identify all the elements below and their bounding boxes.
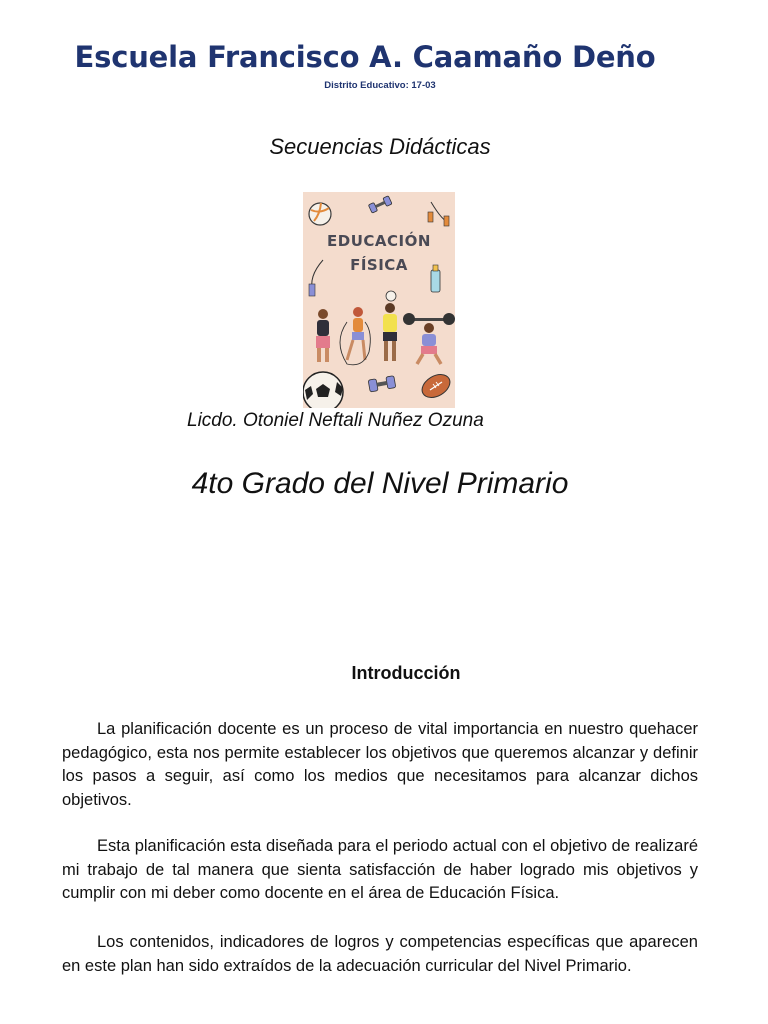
jump-rope-icon bbox=[428, 202, 449, 226]
cover-image bbox=[303, 192, 455, 408]
dumbbell-bottom-icon bbox=[368, 376, 396, 392]
dumbbell-icon bbox=[368, 196, 392, 213]
cover-illustration bbox=[303, 192, 455, 408]
cover-title-line1: EDUCACIÓN bbox=[327, 232, 431, 250]
football-icon bbox=[418, 370, 454, 402]
cover-title-line2: FÍSICA bbox=[350, 256, 408, 274]
soccer-ball-icon bbox=[303, 372, 343, 408]
grade-level: 4to Grado del Nivel Primario bbox=[191, 467, 569, 500]
intro-paragraph-3: Los contenidos, indicadores de logros y competencias específicas que aparecen en este plan han sido extraídos de la adecuación curricular del Nivel Primario. bbox=[62, 933, 698, 975]
school-title: Escuela Francisco A. Caamaño Deño bbox=[74, 40, 656, 74]
district-label: Distrito Educativo: 17-03 bbox=[324, 80, 436, 91]
introduction-heading: Introducción bbox=[351, 663, 461, 683]
volleyball-icon bbox=[309, 203, 331, 225]
intro-paragraph-2: Esta planificación esta diseñada para el periodo actual con el objetivo de realizaré mi trabajo de tal manera que sienta satisfacción de haber logrado mis objetivos y cumplir con mi deber como docente en el área de Educación Física. bbox=[62, 837, 698, 902]
author-name: Licdo. Otoniel Neftali Nuñez Ozuna bbox=[187, 410, 484, 431]
athletes-illustration bbox=[316, 291, 455, 365]
intro-paragraph-1: La planificación docente es un proceso de vital importancia en nuestro quehacer pedagógico, esta nos permite establecer los objetivos que queremos alcanzar y definir los pasos a seguir, así como los medios que necesitamos para alcanzar dichos objetivos. bbox=[62, 720, 698, 809]
document-subtitle: Secuencias Didácticas bbox=[269, 134, 491, 159]
